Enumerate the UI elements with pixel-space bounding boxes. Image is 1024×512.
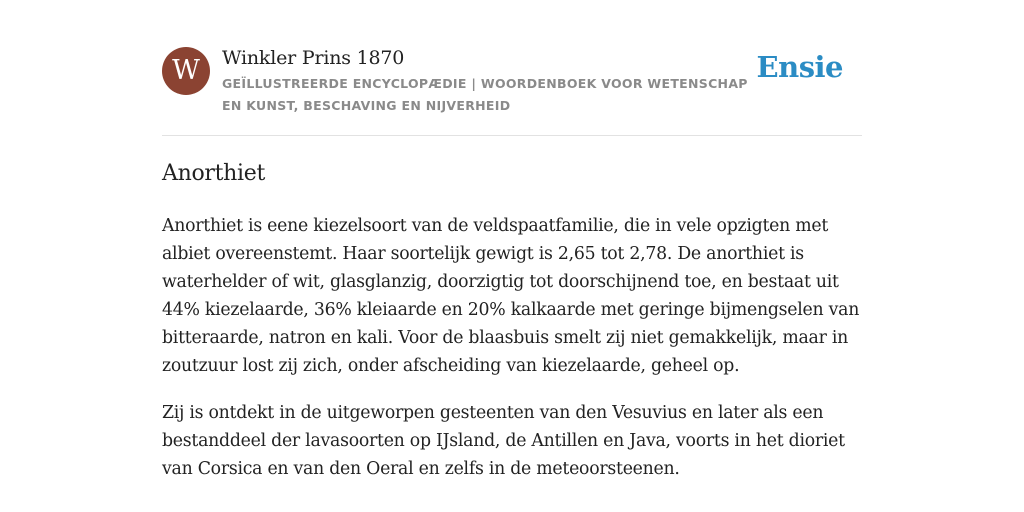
article-paragraph-1: Anorthiet is eene kiezelsoort van de veldspaatfamilie, die in vele opzigten met albiet overeenstemt. Haar soortelijk gewigt is 2,65 tot 2,78. De anorthiet is waterhelder of wit, glasglanzig, doorzigtig tot doorschijnend toe, en bestaat uit 44% kiezelaarde, 36% kleiaarde en 20% kalkaarde met geringe bijmengselen van bitteraarde, natron en kali. Voor de blaasbuis smelt zij niet gemakkelijk, maar in zoutzuur lost zij zich, onder afscheiding van kiezelaarde, geheel op.	[162, 216, 860, 376]
article-title: Anorthiet	[162, 161, 266, 186]
source-subtitle: GEÏLLUSTREERDE ENCYCLOPÆDIE | WOORDENBOEK VOOR WETENSCHAP EN KUNST, BESCHAVING EN NIJVERHEID	[222, 76, 748, 113]
source-header	[162, 0, 862, 136]
source-title[interactable]: Winkler Prins 1870	[222, 47, 405, 69]
source-info	[222, 45, 762, 117]
article-body	[162, 212, 862, 502]
source-avatar[interactable]: W	[162, 47, 210, 95]
article-paragraph-2: Zij is ontdekt in de uitgeworpen gesteenten van den Vesuvius en later als een bestanddeel der lavasoorten op IJsland, de Antillen en Java, voorts in het dioriet van Corsica en van den Oeral en zelfs in de meteoorsteenen.	[162, 403, 845, 479]
ensie-logo[interactable]: Ensie	[756, 50, 843, 84]
page-container	[162, 0, 862, 479]
